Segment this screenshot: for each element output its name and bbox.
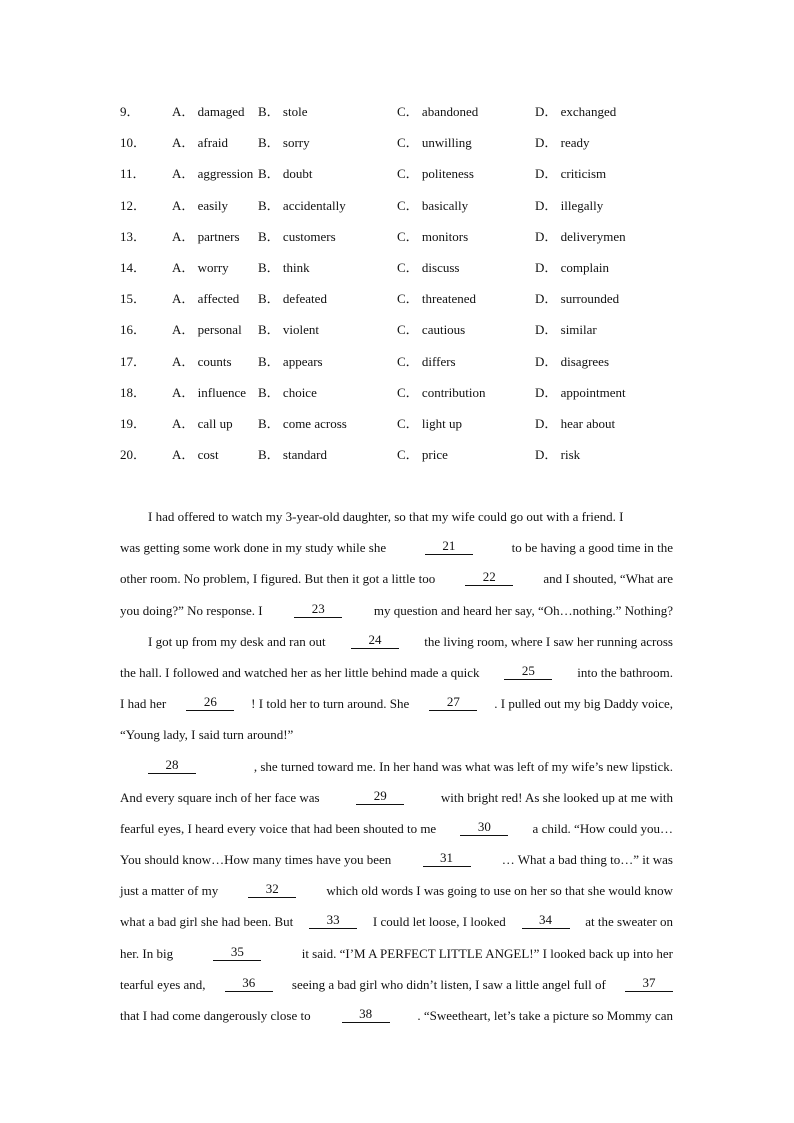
passage-text: the living room, where I saw her running across [420,633,673,649]
option-c: C． monitors [397,228,469,244]
option-d: D． exchanged [535,104,617,119]
option-c: C． threatened [397,291,477,307]
option-row-20 [120,445,680,476]
question-number: 19． [120,415,147,431]
option-c: C． discuss [397,259,460,275]
option-a: A． affected [172,291,240,307]
option-b: B． doubt [258,166,313,182]
blank-37: 37 [625,975,673,992]
passage-line [120,507,673,538]
blank-31: 31 [423,850,471,867]
cloze-passage [120,507,673,1037]
option-row-18 [120,383,680,414]
blank-33: 33 [309,912,357,929]
passage-text: , she turned toward me. In her hand was what was left of my wife’s new lipstick. [253,758,673,774]
passage-text: . “Sweetheart, let’s take a picture so Mommy can [417,1008,673,1023]
option-c: C． basically [397,197,469,213]
passage-text: tearful eyes and, [120,976,209,992]
passage-text: what a bad girl she had been. But [120,914,297,930]
passage-text: I got up from my desk and ran out [148,633,329,649]
option-d: D． hear about [535,415,616,431]
passage-line [120,944,673,975]
option-b: B． accidentally [258,197,346,213]
answer-options-list [120,102,680,476]
option-c: C． politeness [397,166,474,182]
option-row-12 [120,196,680,227]
passage-line [120,912,673,943]
passage-text: which old words I was going to use on her so that she would know [323,883,673,899]
blank-32: 32 [248,881,296,898]
option-row-13 [120,227,680,258]
option-d: D． complain [535,259,610,275]
option-row-9 [120,102,680,133]
question-number: 15． [120,291,147,307]
blank-34: 34 [522,912,570,929]
option-d: D． criticism [535,166,607,182]
passage-line [120,538,673,569]
option-d: D． ready [535,135,590,151]
blank-29: 29 [356,788,404,805]
passage-text: “Young lady, I said turn around!” [120,727,294,743]
passage-line [120,725,673,756]
question-number: 20． [120,447,147,463]
option-c: C． unwilling [397,135,472,151]
option-row-15 [120,289,680,320]
blank-22: 22 [465,569,513,586]
passage-line [120,694,673,725]
passage-line [120,757,673,788]
passage-text: I could let loose, I looked [369,914,509,930]
passage-text: into the bathroom. [574,664,673,680]
option-row-19 [120,414,680,445]
passage-text: her. In big [120,945,177,961]
blank-36: 36 [225,975,273,992]
passage-line [120,850,673,881]
option-d: D． surrounded [535,291,620,307]
passage-text: I had her [120,696,170,712]
question-number: 14． [120,259,147,275]
passage-line [120,1006,673,1037]
passage-text: seeing a bad girl who didn’t listen, I saw a little angel full of [288,976,610,992]
passage-text: at the sweater on [582,914,673,930]
passage-text: to be having a good time in the [508,540,673,556]
option-b: B． defeated [258,291,327,307]
question-number: 9． [120,104,140,119]
option-b: B． sorry [258,135,310,151]
option-row-17 [120,352,680,383]
option-b: B． customers [258,228,336,244]
option-row-16 [120,320,680,351]
passage-text: just a matter of my [120,883,222,899]
option-d: D． illegally [535,197,604,213]
option-b: B． stole [258,104,308,119]
option-c: C． light up [397,415,463,431]
blank-26: 26 [186,694,234,711]
option-c: C． differs [397,353,456,369]
question-number: 13． [120,228,147,244]
blank-24: 24 [351,632,399,649]
passage-text: that I had come dangerously close to [120,1008,314,1023]
option-d: D． disagrees [535,353,610,369]
option-a: A． cost [172,447,219,463]
option-d: D． deliverymen [535,228,626,244]
blank-25: 25 [504,663,552,680]
passage-text: and I shouted, “What are [540,571,673,587]
question-number: 17． [120,353,147,369]
blank-38: 38 [342,1006,390,1023]
option-b: B． come across [258,415,347,431]
passage-text: was getting some work done in my study while she [120,540,390,556]
passage-text: And every square inch of her face was [120,789,323,805]
blank-27: 27 [429,694,477,711]
option-d: D． similar [535,322,597,338]
passage-line [120,819,673,850]
option-a: A． easily [172,197,228,213]
passage-text: . I pulled out my big Daddy voice, [494,696,673,712]
option-row-11 [120,164,680,195]
passage-line [120,632,673,663]
passage-text: the hall. I followed and watched her as her little behind made a quick [120,664,483,680]
question-number: 18． [120,384,147,400]
question-number: 12． [120,197,147,213]
option-b: B． think [258,259,310,275]
option-row-14 [120,258,680,289]
passage-text: you doing?” No response. I [120,602,266,618]
passage-line [120,663,673,694]
passage-text: with bright red! As she looked up at me with [437,789,673,805]
question-number: 10． [120,135,147,151]
passage-text: fearful eyes, I heard every voice that had been shouted to me [120,820,440,836]
passage-line [120,975,673,1006]
option-a: A． aggression [172,166,254,182]
option-c: C． contribution [397,384,486,400]
option-a: A． personal [172,322,242,338]
option-a: A． damaged [172,104,245,119]
passage-text: a child. “How could you… [529,820,673,836]
blank-21: 21 [425,538,473,555]
passage-line [120,881,673,912]
option-c: C． cautious [397,322,466,338]
passage-text: my question and heard her say, “Oh…nothing.” Nothing? [370,602,673,618]
option-a: A． worry [172,259,229,275]
option-b: B． choice [258,384,317,400]
passage-line [120,788,673,819]
passage-text: it said. “I’M A PERFECT LITTLE ANGEL!” I looked back up into her [298,945,673,961]
passage-text: … What a bad thing to…” it was [498,852,673,868]
option-a: A． counts [172,353,232,369]
blank-23: 23 [294,601,342,618]
blank-28: 28 [148,757,196,774]
option-c: C． abandoned [397,104,479,119]
option-b: B． standard [258,447,327,463]
option-a: A． partners [172,228,240,244]
option-a: A． afraid [172,135,228,151]
blank-35: 35 [213,944,261,961]
passage-line [120,601,673,632]
option-row-10 [120,133,680,164]
question-number: 11． [120,166,146,182]
option-b: B． violent [258,322,320,338]
option-d: D． appointment [535,384,626,400]
passage-text: other room. No problem, I figured. But then it got a little too [120,571,439,587]
option-a: A． influence [172,384,247,400]
option-b: B． appears [258,353,323,369]
passage-text: I had offered to watch my 3-year-old daughter, so that my wife could go out with a friend. I [148,509,624,524]
option-c: C． price [397,447,448,463]
question-number: 16． [120,322,147,338]
blank-30: 30 [460,819,508,836]
option-a: A． call up [172,415,233,431]
passage-text: You should know…How many times have you been [120,852,395,868]
passage-text: ! I told her to turn around. She [251,696,413,712]
option-d: D． risk [535,447,581,463]
passage-line [120,569,673,600]
